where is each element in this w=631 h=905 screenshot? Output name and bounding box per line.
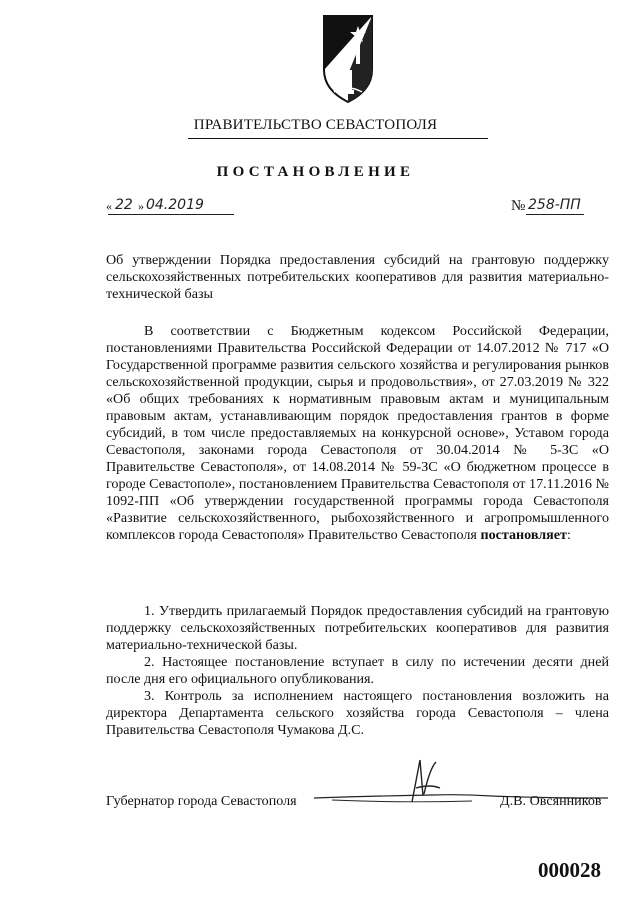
title-underline [188, 138, 488, 139]
government-title: ПРАВИТЕЛЬСТВО СЕВАСТОПОЛЯ [193, 117, 438, 133]
document-subject: Об утверждении Порядка предоставления субсидий на грантовую поддержку сельскохозяйственных потребительских кооперативов для развития материально-технической базы [106, 252, 609, 302]
number-label: № [511, 198, 526, 214]
signatory-role: Губернатор города Севастополя [106, 793, 297, 809]
date-day: 22 [115, 197, 133, 213]
coat-of-arms-emblem [318, 14, 378, 104]
preamble-paragraph [106, 323, 609, 544]
date-close-quote: » [138, 199, 144, 213]
date-open-quote: « [106, 199, 112, 213]
document-number: 258-ПП [528, 197, 581, 213]
number-underline [526, 214, 584, 215]
resolves-colon: : [566, 527, 571, 543]
page-number: 000028 [538, 858, 601, 882]
document-kind: ПОСТАНОВЛЕНИЕ [216, 164, 415, 180]
resolution-item-2: 2. Настоящее постановление вступает в силу по истечении десяти дней после дня его официального опубликования. [106, 654, 609, 687]
preamble-text: В соответствии с Бюджетным кодексом Российской Федерации, постановлениями Правительства Российской Федерации от 14.07.2012 № 717 «О Государственной программе развития сельского хозяйства и регулирования рынков сельскохозяйственной продукции, сырья и продовольствия», от 27.03.2019 № 322 «Об общих требованиях к нормативным правовым актам и муниципальным правовым актам, устанавливающим порядок предоставления грантов в форме субсидий, в том числе предоставляемых на конкурсной основе», Уставом города Севастополя, законами города Севастополя от 30.04.2014 № 5-ЗС «О Правительстве Севастополя», от 14.08.2014 № 59-ЗС «О бюджетном процессе в городе Севастополе», постановлением Правительства Севастополя от 17.11.2016 № 1092-ПП «Об утверждении государственной программы города Севастополя «Развитие сельскохозяйственного, рыбохозяйственного и агропромышленного комплексов города Севастополя» Правительство Севастополя [106, 323, 609, 543]
date-month-year: 04.2019 [146, 197, 204, 213]
signatory-name: Д.В. Овсянников [500, 793, 602, 809]
date-underline [108, 214, 234, 215]
resolution-item-1: 1. Утвердить прилагаемый Порядок предоставления субсидий на грантовую поддержку сельскохозяйственных потребительских кооперативов для развития материально-технической базы. [106, 603, 609, 653]
resolves-word: постановляет [480, 527, 567, 543]
resolution-item-3: 3. Контроль за исполнением настоящего постановления возложить на директора Департамента сельского хозяйства города Севастополя – члена Правительства Севастополя Чумакова Д.С. [106, 688, 609, 738]
